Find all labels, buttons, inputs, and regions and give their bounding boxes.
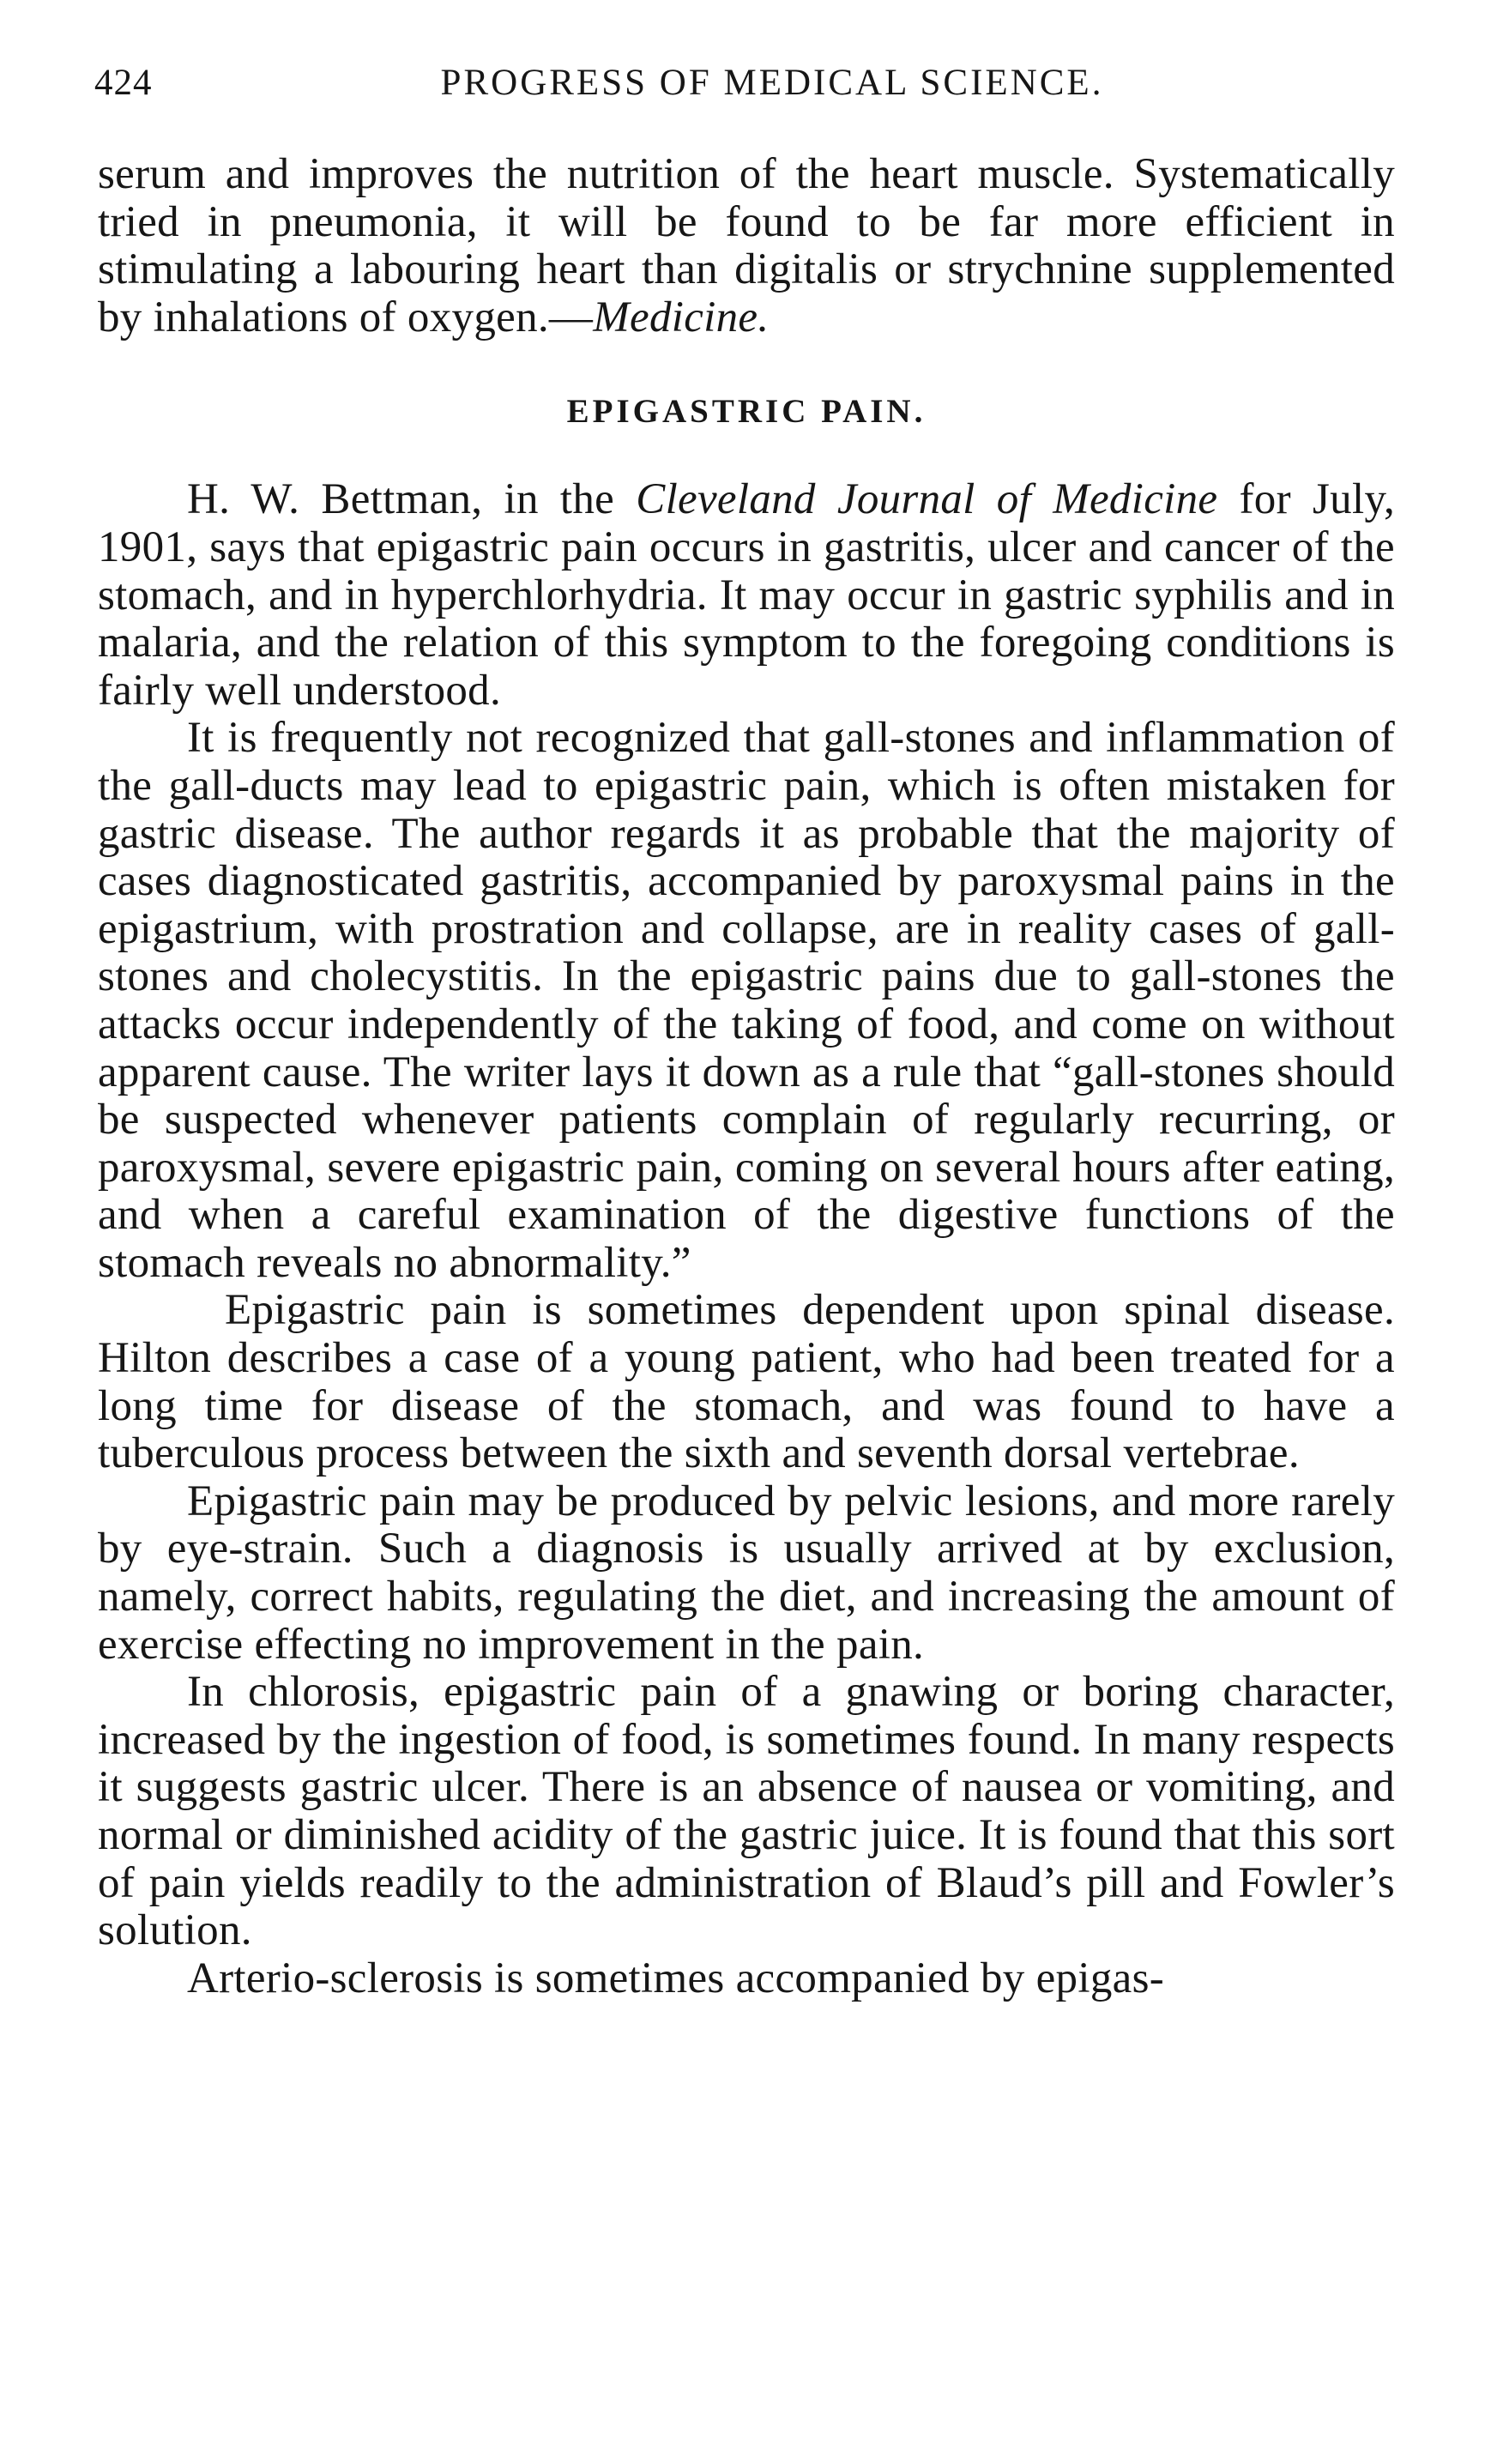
continuation-paragraph xyxy=(98,151,1395,341)
running-title: PROGRESS OF MEDICAL SCIENCE. xyxy=(440,63,1104,103)
continuation-text: serum and improves the nutrition of the heart muscle. Systematically tried in pneumonia, it will be found to be far more efficient in stimulating a labouring heart than digitalis or strychnine supplemented by inhalations of oxygen.— xyxy=(98,150,1395,341)
article-body xyxy=(98,151,1395,2002)
source-citation: Medicine. xyxy=(593,293,770,341)
paragraph-chlorosis: In chlorosis, epigastric pain of a gnawing or boring character, increased by the ingestion of food, is sometimes found. In many respects it suggests gastric ulcer. There is an absence of nausea or vomiting, and normal or diminished acidity of the gastric juice. It is found that this sort of pain yields readily to the administration of Blaud’s pill and Fowler’s solution. xyxy=(98,1668,1395,1955)
running-header xyxy=(94,53,1398,113)
intro-after: for July, 1901, says that epigastric pain occurs in gastritis, ulcer and cancer of the stomach, and in hyperchlorhydria. It may occur in gastric syphilis and in malaria, and the relation of this symptom to the foregoing conditions is fairly well understood. xyxy=(98,475,1395,715)
paragraph-spinal-disease: Epigastric pain is sometimes dependent upon spinal disease. Hilton describes a case of a young patient, who had been treated for a long time for disease of the stomach, and was found to have a tuberculous process between the sixth and seventh dorsal vertebrae. xyxy=(98,1286,1395,1478)
paragraph-arterio-sclerosis: Arterio-sclerosis is sometimes accompanied by epigas- xyxy=(187,1954,1164,2002)
journal-name: Cleveland Journal of Medicine xyxy=(636,475,1218,524)
intro-paragraph xyxy=(98,476,1395,715)
paragraph-gall-stones: It is frequently not recognized that gall-stones and inflammation of the gall-ducts may lead to epigastric pain, which is often mistaken for gastric disease. The author regards it as probable that the majority of cases diagnosticated gastritis, accompanied by paroxysmal pains in the epigastrium, with prostration and collapse, are in reality cases of gall-stones and cholecystitis. In the epigastric pains due to gall-stones the attacks occur independently of the taking of food, and come on without apparent cause. The writer lays it down as a rule that “gall-stones should be suspected whenever patients complain of regularly recurring, or paroxysmal, severe epigastric pain, coming on several hours after eating, and when a careful examination of the digestive functions of the stomach reveals no abnormality.” xyxy=(98,714,1395,1287)
paragraph-pelvic-lesions: Epigastric pain may be produced by pelvic lesions, and more rarely by eye-strain. Such a diagnosis is usually arrived at by exclusion, namely, correct habits, regulating the diet, and increasing the amount of exercise effecting no improvement in the pain. xyxy=(98,1477,1395,1669)
page-number: 424 xyxy=(94,63,153,103)
intro-before: H. W. Bettman, in the xyxy=(187,475,637,524)
section-heading: EPIGASTRIC PAIN. xyxy=(566,393,927,431)
